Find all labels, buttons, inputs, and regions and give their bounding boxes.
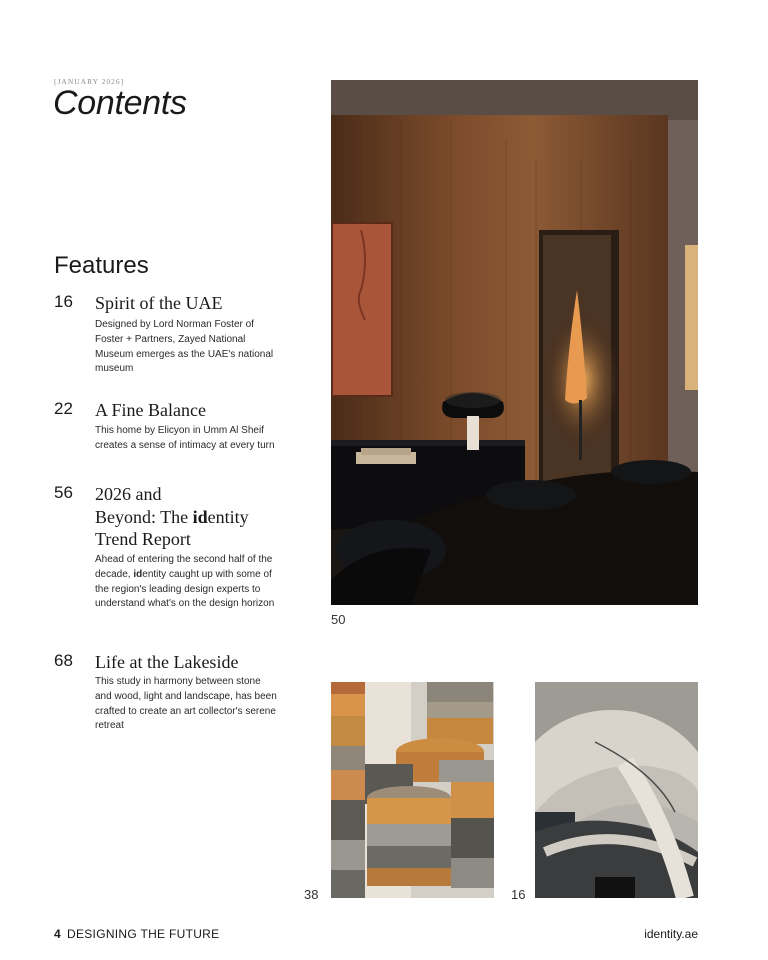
photo-dining-room[interactable]: [331, 80, 698, 605]
footer-section: [54, 927, 219, 941]
entry-title[interactable]: Spirit of the UAE: [95, 293, 223, 313]
photo-page-ref-main[interactable]: 50: [331, 612, 346, 627]
footer-page-number: 4: [54, 927, 61, 941]
page-title: Contents: [53, 84, 187, 122]
entry-description: [95, 553, 280, 612]
entry-title[interactable]: Life at the Lakeside: [95, 652, 239, 672]
entry-page-number: 56: [54, 483, 73, 502]
photo-stools[interactable]: [331, 682, 494, 898]
entry-page-number: 68: [54, 651, 73, 670]
dining-room-image: [331, 80, 698, 605]
section-heading-features: Features: [54, 252, 149, 279]
entry-description: This home by Elicyon in Umm Al Sheif creates a sense of intimacy at every turn: [95, 425, 275, 451]
entry-description: Designed by Lord Norman Foster of Foster + Partners, Zayed National Museum emerges as the UAE's national museum: [95, 319, 274, 375]
issue-date: [JANUARY 2026]: [54, 77, 125, 86]
desc-text: entity caught up with some of the region's leading design experts to understand what's on the design horizon: [95, 568, 275, 610]
sculpture-image: [535, 682, 698, 898]
entry-title[interactable]: A Fine Balance: [95, 400, 206, 420]
photo-sculpture[interactable]: [535, 682, 698, 898]
entry-title-line: Trend Report: [95, 529, 191, 549]
photo-page-ref-stools[interactable]: 38: [304, 887, 319, 902]
entry-page-number: 22: [54, 399, 73, 418]
footer-section-title: DESIGNING THE FUTURE: [66, 927, 220, 941]
stools-image: [331, 682, 494, 898]
entry-page-number: 16: [54, 292, 73, 311]
entry-title-line: entity: [207, 506, 249, 527]
entry-title-line: Beyond: The: [95, 506, 193, 527]
entry-description: This study in harmony between stone and wood, light and landscape, has been crafted to create an art collector's serene retreat: [95, 676, 277, 732]
photo-page-ref-sculpture[interactable]: 16: [511, 887, 526, 902]
brand-name-bold: id: [192, 506, 208, 527]
entry-title-line: 2026 and: [95, 484, 162, 504]
entry-title[interactable]: [95, 483, 285, 551]
brand-name-bold: id: [133, 568, 143, 580]
footer-website[interactable]: identity.ae: [644, 927, 698, 941]
desc-text: Ahead of entering the second half of the decade,: [95, 554, 273, 580]
